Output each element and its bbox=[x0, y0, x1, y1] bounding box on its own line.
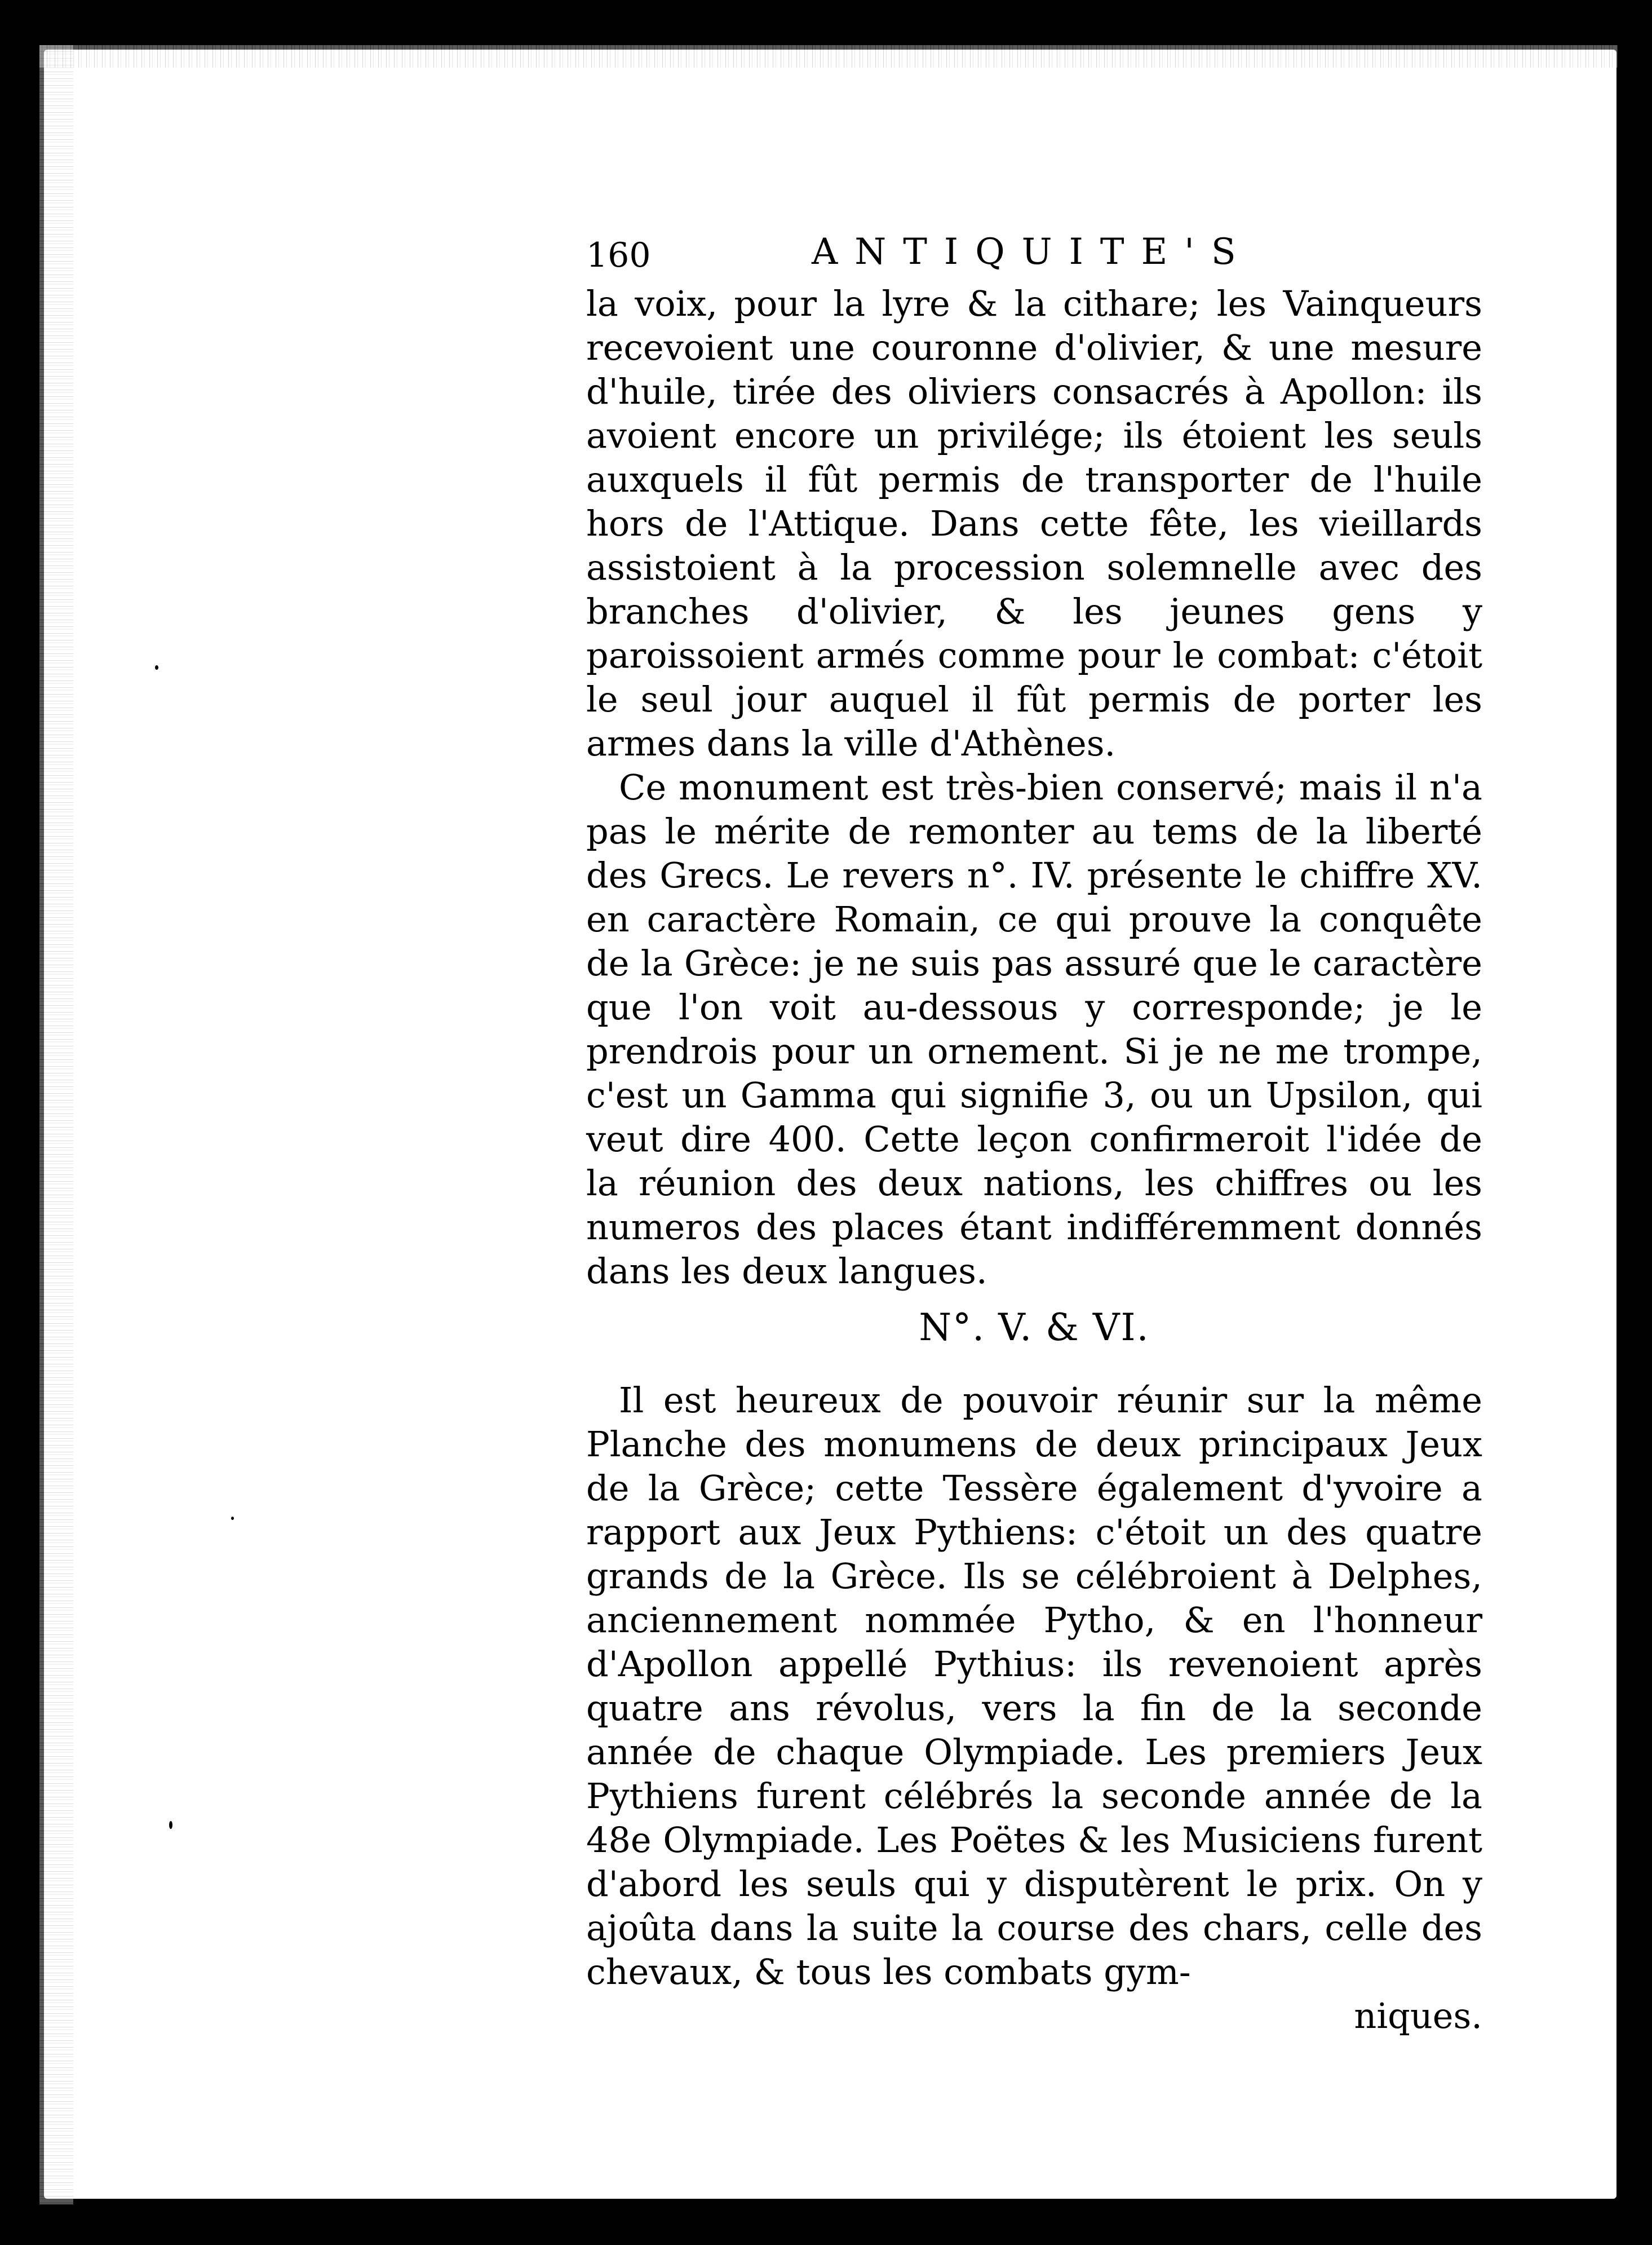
running-head bbox=[586, 231, 1482, 282]
paragraph-1: la voix, pour la lyre & la cithare; les Vainqueurs recevoient une couronne d'olivier, & une mesure d'huile, tirée des oliviers consacrés à Apollon: ils avoient encore un privilége; ils étoient les seuls auxquels il fût permis de transporter de l'huile hors de l'Attique. Dans cette fête, les vieillards assistoient à la procession solemnelle avec des branches d'olivier, & les jeunes gens y paroissoient armés comme pour le combat: c'étoit le seul jour auquel il fût permis de porter les armes dans la ville d'Athènes. bbox=[586, 283, 1482, 764]
running-title: ANTIQUITE'S bbox=[812, 231, 1253, 273]
scan-edge-left bbox=[39, 45, 73, 2204]
scan-speck bbox=[231, 1517, 234, 1520]
scan-speck bbox=[155, 665, 158, 670]
body-text bbox=[586, 282, 1482, 1293]
scan-edge-top bbox=[39, 45, 1618, 68]
section-body bbox=[586, 1378, 1482, 1994]
catchword: niques. bbox=[1354, 1995, 1482, 2036]
text-block bbox=[586, 231, 1482, 2038]
section-heading: N°. V. & VI. bbox=[919, 1306, 1150, 1349]
paragraph-3: Il est heureux de pouvoir réunir sur la même Planche des monumens de deux principaux Jeux de la Grèce; cette Tessère également d'yvoire a rapport aux Jeux Pythiens: c'étoit un des quatre grands de la Grèce. Ils se célébroient à Delphes, anciennement nommée Pytho, & en l'honneur d'Apollon appellé Pythius: ils revenoient après quatre ans révolus, vers la fin de la seconde année de chaque Olympiade. Les premiers Jeux Pythiens furent célébrés la seconde année de la 48e Olympiade. Les Poëtes & les Musiciens furent d'abord les seuls qui y disputèrent le prix. On y ajoûta dans la suite la course des chars, celle des chevaux, & tous les combats gym- bbox=[586, 1380, 1482, 1992]
scan-speck bbox=[169, 1821, 172, 1829]
paragraph-2: Ce monument est très-bien conservé; mais il n'a pas le mérite de remonter au tems de la liberté des Grecs. Le revers n°. IV. présente le chiffre XV. en caractère Romain, ce qui prouve la conquête de la Grèce: je ne suis pas assuré que le caractère que l'on voit au-dessous y corresponde; je le prendrois pour un ornement. Si je ne me trompe, c'est un Gamma qui signifie 3, ou un Upsilon, qui veut dire 400. Cette leçon confirmeroit l'idée de la réunion des deux nations, les chiffres ou les numeros des places étant indifféremment donnés dans les deux langues. bbox=[586, 767, 1482, 1292]
page-number: 160 bbox=[586, 236, 651, 275]
